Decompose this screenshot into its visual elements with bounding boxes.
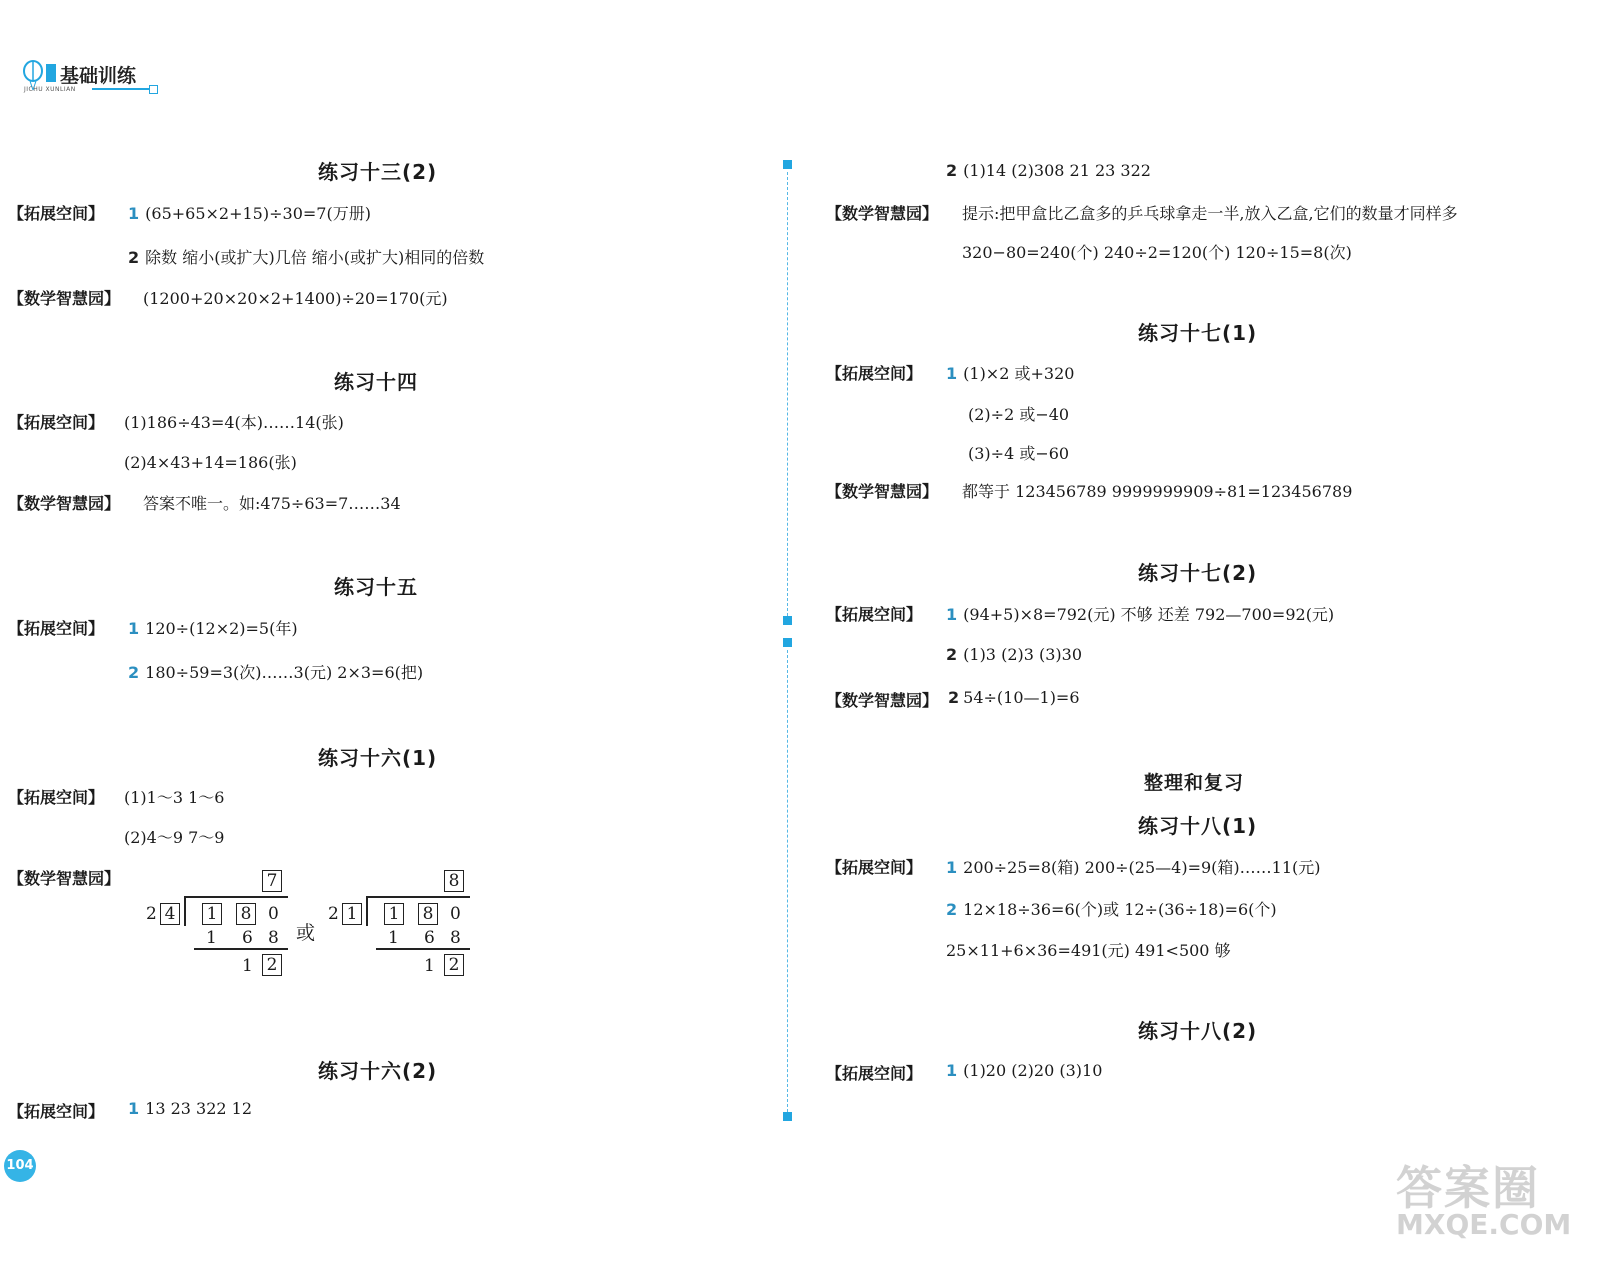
label-zhihui: 【数学智慧园】 <box>8 869 121 888</box>
answer-line <box>946 645 1082 664</box>
answer-text: (1)20 (2)20 (3)10 <box>963 1061 1103 1080</box>
answer-text: 200÷25=8(箱) 200÷(25—4)=9(箱)……11(元) <box>963 858 1321 877</box>
section-title: 练习十七(1) <box>1138 321 1258 345</box>
item-number: 1 <box>128 1099 140 1118</box>
answer-line <box>128 201 371 224</box>
product-digit: 1 <box>388 928 399 948</box>
quotient-box: 8 <box>444 870 464 892</box>
answer-line <box>946 897 1277 920</box>
item-number: 1 <box>946 858 958 877</box>
item-number: 1 <box>128 204 140 223</box>
answer-text: 120÷(12×2)=5(年) <box>145 619 298 638</box>
divider-square <box>783 616 792 625</box>
divider-square <box>783 160 792 169</box>
divider-square <box>783 638 792 647</box>
logo-subtitle: JICHU XUNLIAN <box>24 86 76 93</box>
divisor-digit: 2 <box>146 904 157 924</box>
label-zhihui: 【数学智慧园】 <box>826 204 939 223</box>
remainder-digit: 1 <box>424 956 435 976</box>
watermark-url: MXQE.COM <box>1396 1208 1572 1241</box>
answer-text: 13 23 322 12 <box>145 1099 253 1118</box>
remainder-box: 2 <box>262 954 282 976</box>
divider-dash <box>787 172 788 616</box>
answer-text: (1)14 (2)308 21 23 322 <box>963 161 1151 180</box>
answer-line <box>946 602 1334 625</box>
answer-line <box>128 660 423 683</box>
division-bar <box>366 896 470 898</box>
division-bracket <box>366 896 368 926</box>
answer-text: (1)186÷43=4(本)……14(张) <box>124 413 344 432</box>
hint-text: 提示:把甲盒比乙盒多的乒乓球拿走一半,放入乙盒,它们的数量才同样多 <box>962 204 1458 223</box>
answer-text: 除数 缩小(或扩大)几倍 缩小(或扩大)相同的倍数 <box>145 248 485 267</box>
center-divider <box>781 160 795 1125</box>
item-number: 1 <box>946 605 958 624</box>
answer-text: 25×11+6×36=491(元) 491<500 够 <box>946 941 1231 960</box>
answer-text: (3)÷4 或−60 <box>968 444 1070 463</box>
dividend-digit: 0 <box>268 904 279 924</box>
section-title: 练习十六(1) <box>318 746 438 770</box>
label-tuozhan: 【拓展空间】 <box>826 364 923 383</box>
product-digit: 8 <box>450 928 461 948</box>
label-tuozhan: 【拓展空间】 <box>826 605 923 624</box>
answer-text: 180÷59=3(次)……3(元) 2×3=6(把) <box>145 663 424 682</box>
answer-text: 12×18÷36=6(个)或 12÷(36÷18)=6(个) <box>963 900 1277 919</box>
answer-line <box>946 1061 1102 1080</box>
answer-line <box>946 361 1074 384</box>
label-tuozhan: 【拓展空间】 <box>826 1064 923 1083</box>
label-tuozhan: 【拓展空间】 <box>826 858 923 877</box>
section-title: 练习十七(2) <box>1138 561 1258 585</box>
dividend-box: 1 <box>384 903 404 925</box>
divisor-digit: 2 <box>328 904 339 924</box>
section-title: 练习十六(2) <box>318 1059 438 1083</box>
logo-square <box>149 85 158 94</box>
answer-line <box>948 688 1080 707</box>
answer-text: (1)1～3 1～6 <box>124 788 225 807</box>
label-zhihui: 【数学智慧园】 <box>826 482 939 501</box>
dividend-box: 8 <box>418 903 438 925</box>
answer-text: (65+65×2+15)÷30=7(万册) <box>145 204 371 223</box>
answer-text: 答案不唯一。如:475÷63=7……34 <box>143 494 401 513</box>
division-bracket <box>184 896 186 926</box>
item-number: 2 <box>946 900 958 919</box>
section-title: 练习十五 <box>334 575 418 599</box>
answer-text: (2)4×43+14=186(张) <box>124 453 297 472</box>
page-number-badge: 104 <box>4 1150 36 1182</box>
product-digit: 6 <box>242 928 253 948</box>
label-zhihui: 【数学智慧园】 <box>8 494 121 513</box>
label-tuozhan: 【拓展空间】 <box>8 619 105 638</box>
answer-text: (2)÷2 或−40 <box>968 405 1070 424</box>
answer-line <box>128 245 484 268</box>
long-division-2 <box>322 868 482 983</box>
answer-line <box>128 616 298 639</box>
answer-text: (1)×2 或+320 <box>963 364 1075 383</box>
answer-line <box>946 855 1321 878</box>
remainder-box: 2 <box>444 954 464 976</box>
logo-mark <box>46 64 56 82</box>
divisor-box: 4 <box>160 903 180 925</box>
watermark-logo: 答案圈 <box>1396 1161 1540 1215</box>
answer-text: 320−80=240(个) 240÷2=120(个) 120÷15=8(次) <box>962 243 1352 262</box>
section-title: 练习十四 <box>334 370 418 394</box>
logo-underline <box>92 88 150 90</box>
item-number: 2 <box>946 645 958 664</box>
product-digit: 8 <box>268 928 279 948</box>
label-tuozhan: 【拓展空间】 <box>8 788 105 807</box>
dividend-digit: 0 <box>450 904 461 924</box>
answer-line <box>128 1099 252 1118</box>
answer-text: (1200+20×20×2+1400)÷20=170(元) <box>143 289 448 308</box>
remainder-digit: 1 <box>242 956 253 976</box>
label-zhihui: 【数学智慧园】 <box>826 691 939 710</box>
dividend-box: 8 <box>236 903 256 925</box>
answer-line <box>946 161 1151 180</box>
section-title: 练习十八(2) <box>1138 1019 1258 1043</box>
logo-title: 基础训练 <box>60 65 137 87</box>
item-number: 1 <box>128 619 140 638</box>
divisor-box: 1 <box>342 903 362 925</box>
dividend-box: 1 <box>202 903 222 925</box>
answer-text: 都等于 123456789 9999999909÷81=123456789 <box>962 482 1353 501</box>
quotient-box: 7 <box>262 870 282 892</box>
item-number: 2 <box>128 248 140 267</box>
divider-dash <box>787 650 788 1112</box>
or-text: 或 <box>296 922 316 944</box>
label-tuozhan: 【拓展空间】 <box>8 204 105 223</box>
label-zhihui: 【数学智慧园】 <box>8 289 121 308</box>
answer-text: (94+5)×8=792(元) 不够 还差 792—700=92(元) <box>963 605 1335 624</box>
divider-square <box>783 1112 792 1121</box>
header-logo <box>22 58 162 98</box>
item-number: 1 <box>946 364 958 383</box>
item-number: 2 <box>948 688 960 707</box>
subtraction-line <box>376 948 470 950</box>
product-digit: 1 <box>206 928 217 948</box>
answer-text: (2)4～9 7～9 <box>124 828 225 847</box>
subtraction-line <box>194 948 288 950</box>
section-title: 练习十八(1) <box>1138 814 1258 838</box>
item-number: 2 <box>946 161 958 180</box>
section-title: 练习十三(2) <box>318 160 438 184</box>
division-bar <box>184 896 288 898</box>
item-number: 2 <box>128 663 140 682</box>
answer-text: 54÷(10—1)=6 <box>963 688 1080 707</box>
review-title: 整理和复习 <box>1144 772 1245 794</box>
item-number: 1 <box>946 1061 958 1080</box>
answer-text: (1)3 (2)3 (3)30 <box>963 645 1083 664</box>
label-tuozhan: 【拓展空间】 <box>8 413 105 432</box>
label-tuozhan: 【拓展空间】 <box>8 1102 105 1121</box>
long-division-1 <box>140 868 300 983</box>
product-digit: 6 <box>424 928 435 948</box>
